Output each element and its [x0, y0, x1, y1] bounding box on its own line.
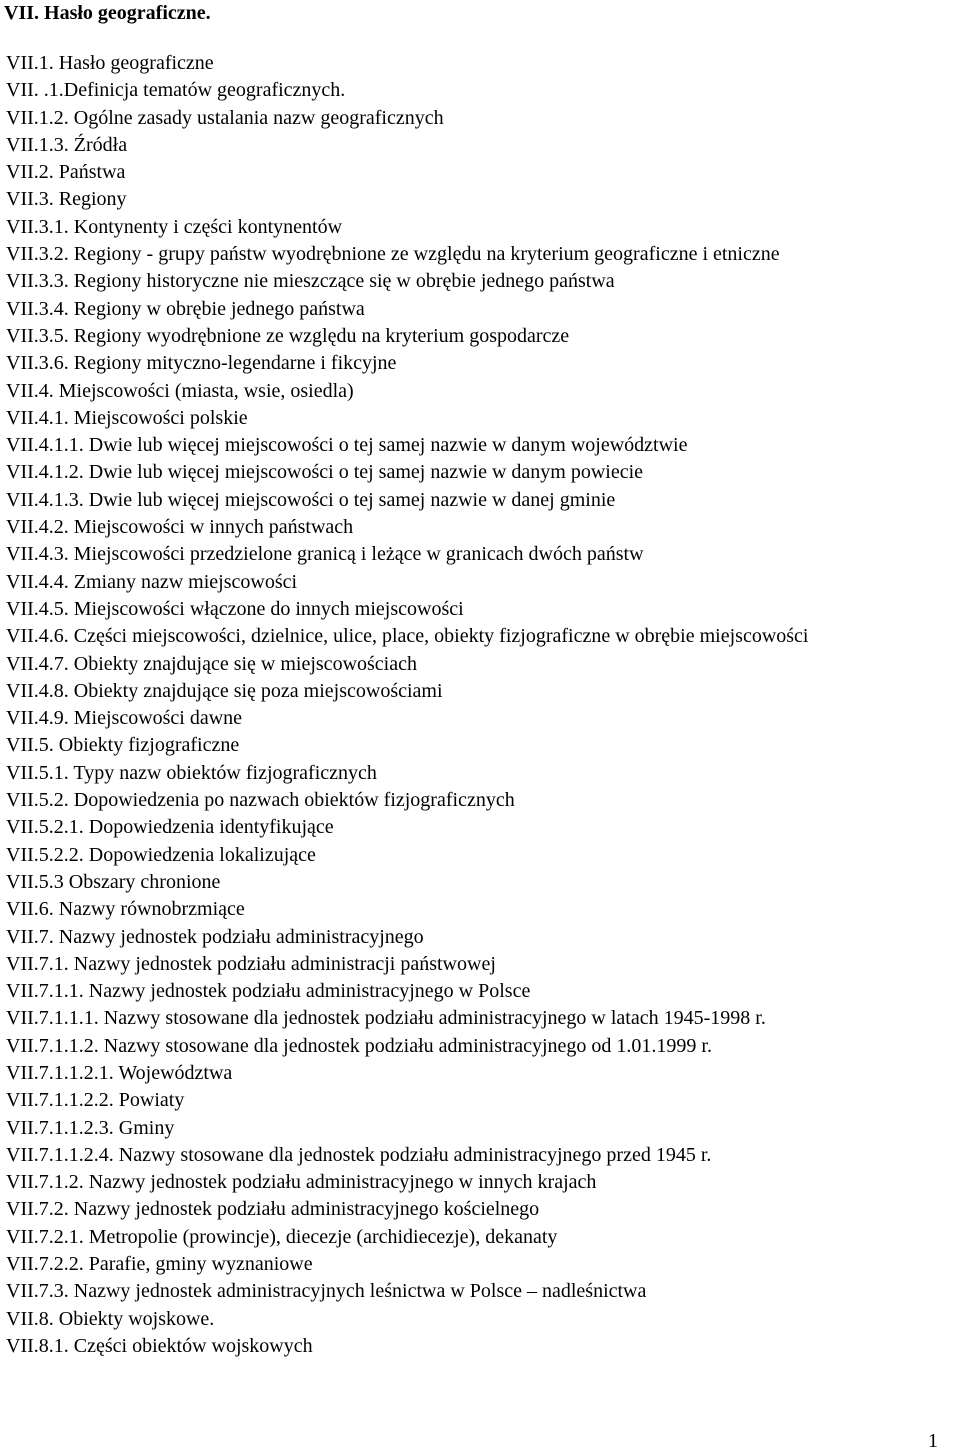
toc-entry: VII.4.5. Miejscowości włączone do innych miejscowości: [6, 597, 464, 620]
toc-entry: VII.2. Państwa: [6, 161, 126, 184]
toc-entry: VII.3.6. Regiony mityczno-legendarne i fikcyjne: [6, 352, 397, 375]
toc-entry: VII.1.3. Źródła: [6, 133, 128, 156]
toc-entry: VII.7.1.1.2.4. Nazwy stosowane dla jednostek podziału administracyjnego przed 1945 r.: [6, 1143, 712, 1166]
toc-entry: VII.7.2.2. Parafie, gminy wyznaniowe: [6, 1253, 313, 1276]
section-heading: VII. Hasło geograficzne.: [4, 2, 211, 24]
toc-entry: VII.5.3 Obszary chronione: [6, 870, 221, 893]
toc-entry: VII. .1.Definicja tematów geograficznych.: [6, 79, 346, 102]
toc-entry: VII.4.8. Obiekty znajdujące się poza miejscowościami: [6, 679, 443, 702]
toc-entry: VII.5. Obiekty fizjograficzne: [6, 734, 240, 757]
toc-entry: VII.6. Nazwy równobrzmiące: [6, 898, 245, 921]
toc-entry: VII.7. Nazwy jednostek podziału administracyjnego: [6, 925, 424, 948]
toc-entry: VII.7.1.1.2.2. Powiaty: [6, 1089, 185, 1112]
toc-entry: VII.3.2. Regiony - grupy państw wyodrębnione ze względu na kryterium geograficzne i etniczne: [6, 243, 780, 266]
toc-entry: VII.7.1.2. Nazwy jednostek podziału administracyjnego w innych krajach: [6, 1171, 597, 1194]
toc-entry: VII.1.2. Ogólne zasady ustalania nazw geograficznych: [6, 106, 444, 129]
toc-entry: VII.4.1.3. Dwie lub więcej miejscowości o tej samej nazwie w danej gminie: [6, 488, 616, 511]
toc-entry: VII.3.4. Regiony w obrębie jednego państwa: [6, 297, 365, 320]
toc-entry: VII.7.1.1.2. Nazwy stosowane dla jednostek podziału administracyjnego od 1.01.1999 r.: [6, 1034, 712, 1057]
toc-entry: VII.7.2. Nazwy jednostek podziału administracyjnego kościelnego: [6, 1198, 540, 1221]
toc-entry: VII.7.1.1.1. Nazwy stosowane dla jednostek podziału administracyjnego w latach 1945-1998 r.: [6, 1007, 766, 1030]
toc-entry: VII.4. Miejscowości (miasta, wsie, osiedla): [6, 379, 354, 402]
toc-entry: VII.7.1.1.2.3. Gminy: [6, 1116, 175, 1139]
toc-entry: VII.7.2.1. Metropolie (prowincje), diecezje (archidiecezje), dekanaty: [6, 1225, 558, 1248]
toc-entry: VII.7.1.1. Nazwy jednostek podziału administracyjnego w Polsce: [6, 980, 531, 1003]
toc-entry: VII.4.4. Zmiany nazw miejscowości: [6, 570, 298, 593]
toc-entry: VII.3.3. Regiony historyczne nie mieszczące się w obrębie jednego państwa: [6, 270, 615, 293]
toc-entry: VII.4.1.1. Dwie lub więcej miejscowości o tej samej nazwie w danym województwie: [6, 434, 688, 457]
toc-entry: VII.4.1.2. Dwie lub więcej miejscowości o tej samej nazwie w danym powiecie: [6, 461, 644, 484]
toc-entry: VII.3.1. Kontynenty i części kontynentów: [6, 215, 343, 238]
toc-entry: VII.7.1. Nazwy jednostek podziału administracji państwowej: [6, 952, 496, 975]
toc-entry: VII.3. Regiony: [6, 188, 127, 211]
toc-entry: VII.4.6. Części miejscowości, dzielnice, ulice, place, obiekty fizjograficzne w obrębie miejscowości: [6, 625, 809, 648]
toc-entry: VII.4.1. Miejscowości polskie: [6, 406, 248, 429]
toc-entry: VII.8. Obiekty wojskowe.: [6, 1307, 215, 1330]
toc-entry: VII.1. Hasło geograficzne: [6, 52, 214, 74]
toc-entry: VII.5.2. Dopowiedzenia po nazwach obiektów fizjograficznych: [6, 789, 515, 812]
toc-entry: VII.4.3. Miejscowości przedzielone granicą i leżące w granicach dwóch państw: [6, 543, 644, 566]
toc-entry: VII.5.2.2. Dopowiedzenia lokalizujące: [6, 843, 316, 866]
toc-entry: VII.3.5. Regiony wyodrębnione ze względu na kryterium gospodarcze: [6, 324, 570, 347]
toc-entry: VII.5.2.1. Dopowiedzenia identyfikujące: [6, 816, 334, 839]
toc-entry: VII.5.1. Typy nazw obiektów fizjograficznych: [6, 761, 377, 784]
page-number: 1: [928, 1430, 938, 1452]
table-of-contents: [6, 50, 808, 1360]
toc-entry: VII.7.3. Nazwy jednostek administracyjnych leśnictwa w Polsce – nadleśnictwa: [6, 1280, 647, 1303]
toc-entry: VII.4.9. Miejscowości dawne: [6, 707, 243, 730]
toc-entry: VII.4.7. Obiekty znajdujące się w miejscowościach: [6, 652, 417, 675]
toc-entry: VII.8.1. Części obiektów wojskowych: [6, 1334, 313, 1357]
toc-entry: VII.7.1.1.2.1. Województwa: [6, 1061, 233, 1084]
toc-entry: VII.4.2. Miejscowości w innych państwach: [6, 516, 354, 539]
